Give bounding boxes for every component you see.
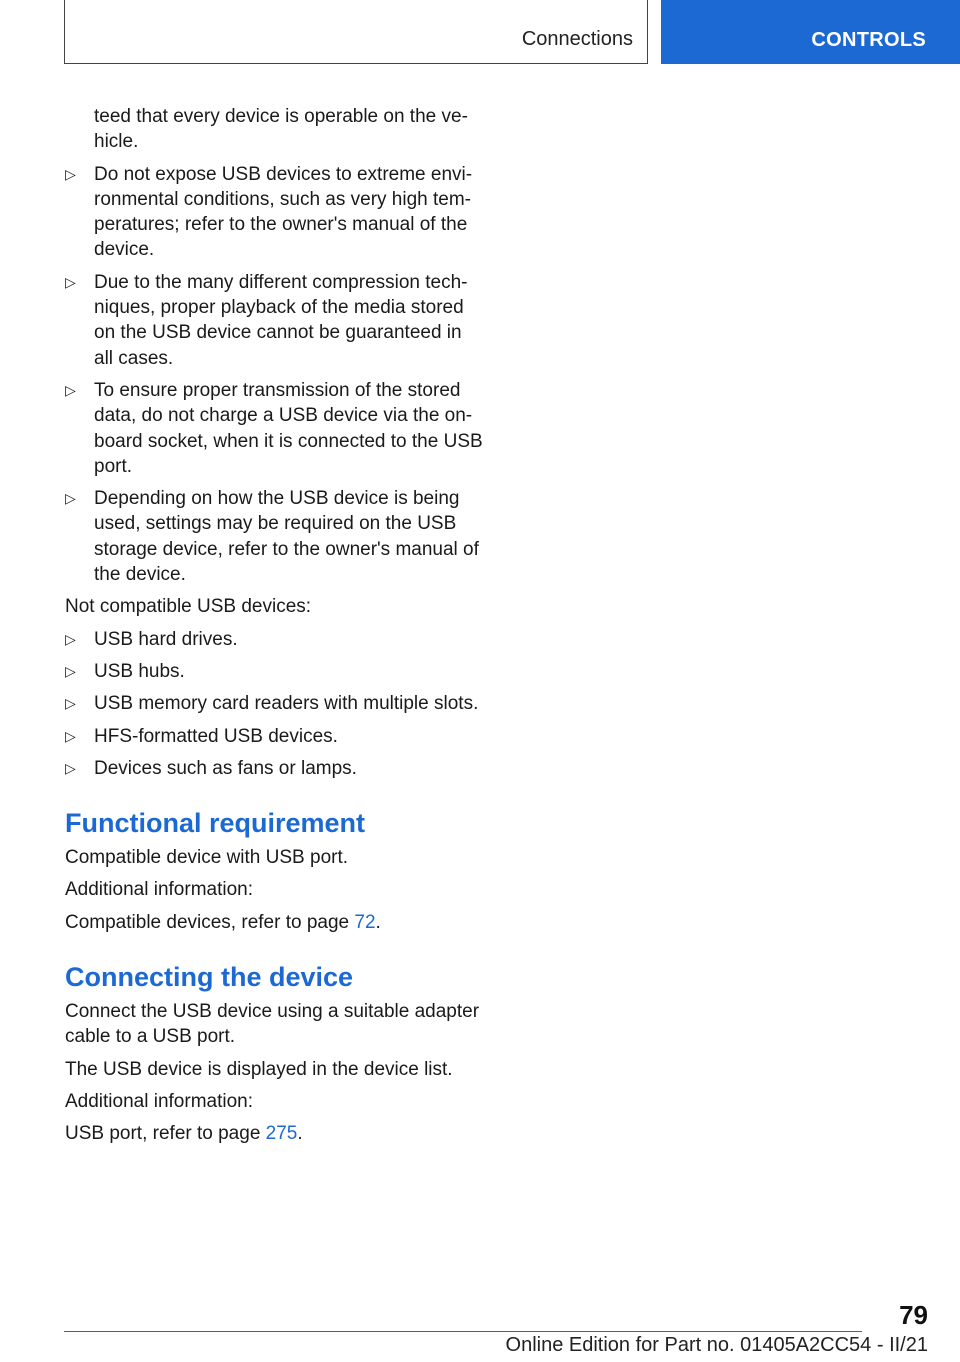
list-item	[65, 486, 485, 587]
triangle-bullet-icon: ▷	[65, 695, 76, 712]
triangle-bullet-icon: ▷	[65, 273, 76, 290]
reference-end: .	[375, 911, 381, 933]
list-item	[65, 659, 485, 684]
list-item-text: Devices such as fans or lamps.	[94, 757, 357, 779]
page-content	[65, 104, 485, 1154]
list-item-text: Depending on how the USB device is being used, settings may be required on the USB storage device, refer to the owner's manual of the device.	[94, 488, 479, 586]
list-item-text: USB hubs.	[94, 660, 185, 682]
connecting-device-heading: Connecting the device	[65, 962, 354, 993]
header-section-title: Connections	[521, 28, 633, 50]
list-item	[65, 162, 485, 263]
page-link-72[interactable]: 72	[354, 911, 376, 933]
list-item-text: USB hard drives.	[94, 628, 238, 650]
functional-requirement-heading: Functional requirement	[65, 808, 366, 839]
device-list-note: The USB device is displayed in the device list.	[65, 1058, 453, 1080]
list-item-text: To ensure proper transmission of the stored data, do not charge a USB device via the on-board socket, when it is connected to the USB port.	[94, 379, 483, 477]
list-item	[65, 378, 485, 479]
connect-instruction: Connect the USB device using a suitable adapter cable to a USB port.	[65, 1001, 480, 1048]
list-item	[65, 627, 485, 652]
header-chapter-tab[interactable]	[661, 0, 960, 64]
footer-divider	[64, 1331, 862, 1332]
usb-port-reference	[65, 1121, 485, 1146]
list-item	[65, 270, 485, 371]
triangle-bullet-icon: ▷	[65, 630, 76, 647]
reference-text: USB port, refer to page	[65, 1123, 266, 1145]
triangle-bullet-icon: ▷	[65, 759, 76, 776]
list-item-text: HFS-formatted USB devices.	[94, 725, 338, 747]
list-item	[65, 724, 485, 749]
triangle-bullet-icon: ▷	[65, 381, 76, 398]
compatible-devices-reference	[65, 910, 485, 935]
additional-info-label: Additional information:	[65, 1090, 253, 1112]
list-item-text: Due to the many different compression tech-niques, proper playback of the media stored on the USB device cannot be guaranteed in all cases.	[94, 271, 468, 369]
reference-end: .	[297, 1123, 303, 1145]
header-chapter-label: CONTROLS	[811, 29, 926, 51]
triangle-bullet-icon: ▷	[65, 727, 76, 744]
triangle-bullet-icon: ▷	[65, 165, 76, 182]
list-item-text: Do not expose USB devices to extreme envi-ronmental conditions, such as very high tem-peratures; refer to the owner's manual of the device.	[94, 163, 473, 261]
additional-info-label: Additional information:	[65, 879, 253, 901]
incompatible-devices-intro: Not compatible USB devices:	[65, 596, 312, 618]
page-link-275[interactable]: 275	[265, 1123, 298, 1145]
triangle-bullet-icon: ▷	[65, 490, 76, 507]
reference-text: Compatible devices, refer to page	[65, 911, 355, 933]
list-item	[65, 691, 485, 716]
footer-edition: Online Edition for Part no. 01405A2CC54 - II/21	[505, 1334, 928, 1356]
list-item	[65, 756, 485, 781]
list-item-text: USB memory card readers with multiple slots.	[94, 693, 479, 715]
page-number: 79	[899, 1300, 928, 1330]
header-section-box	[64, 0, 648, 64]
continuation-text: teed that every device is operable on the ve-hicle.	[94, 106, 468, 153]
triangle-bullet-icon: ▷	[65, 662, 76, 679]
functional-requirement-text: Compatible device with USB port.	[65, 847, 349, 869]
